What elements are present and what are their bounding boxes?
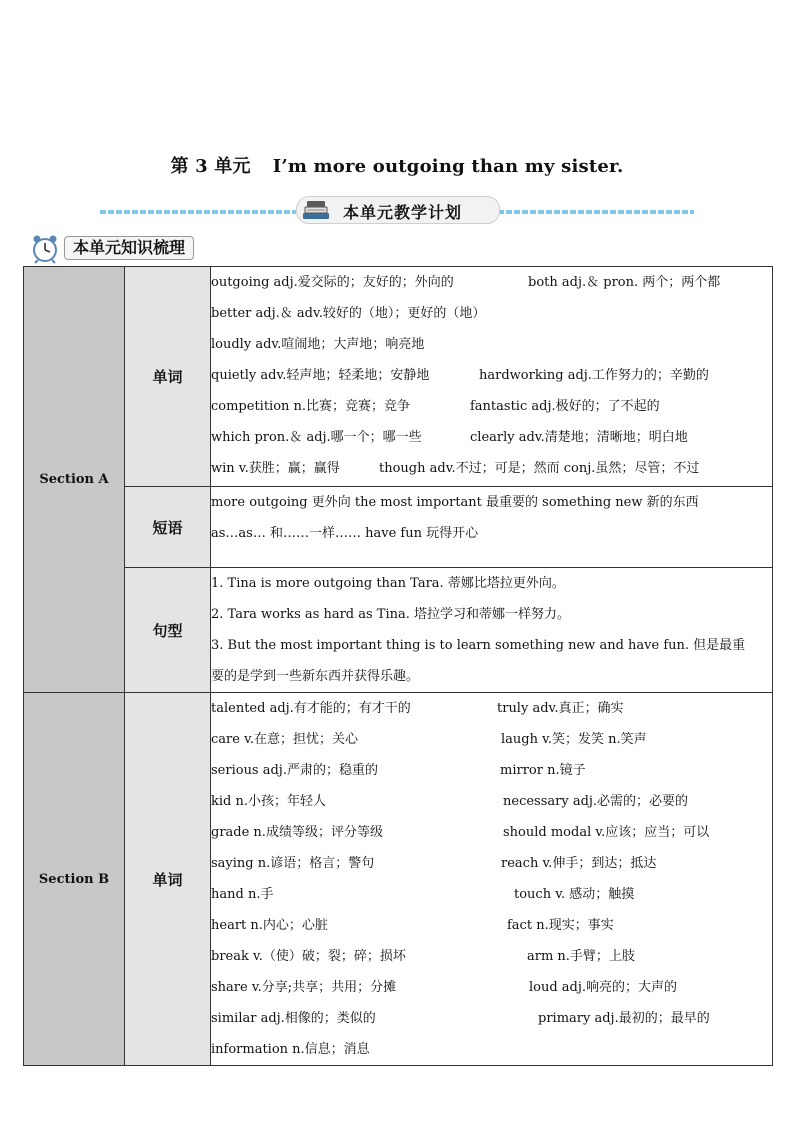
vocab-entry: clearly adv.清楚地；清晰地；明白地 <box>470 430 688 445</box>
vocab-entry: heart n.内心；心脏 <box>211 918 328 933</box>
teaching-plan-banner <box>100 192 694 224</box>
table-row <box>24 487 773 568</box>
vocab-line <box>211 693 772 724</box>
vocab-entry: primary adj.最初的；最早的 <box>538 1011 710 1026</box>
vocab-entry: laugh v.笑；发笑 n.笑声 <box>501 732 647 747</box>
vocab-entry: share v.分享;共享；共用；分摊 <box>211 980 397 995</box>
phrase-line: more outgoing 更外向 the most important 最重要的 something new 新的东西 <box>211 495 699 510</box>
vocab-line <box>211 848 772 879</box>
sentence-line: 1. Tina is more outgoing than Tara. 蒂娜比塔拉更外向。 <box>211 576 565 591</box>
vocab-entry: hand n.手 <box>211 887 274 902</box>
vocab-line <box>211 910 772 941</box>
vocab-entry: which pron.＆ adj.哪一个；哪一些 <box>211 430 422 445</box>
section-a-phrases-content <box>211 487 773 568</box>
vocab-entry: similar adj.相像的；类似的 <box>211 1011 376 1026</box>
vocab-line <box>211 1003 772 1034</box>
sentence-line: 要的是学到一些新东西并获得乐趣。 <box>211 669 420 684</box>
clock-icon <box>28 232 62 264</box>
banner-tag <box>296 196 500 224</box>
vocab-entry: fact n.现实；事实 <box>507 918 614 933</box>
vocab-line <box>211 941 772 972</box>
section-a-phrases-label: 短语 <box>125 487 211 568</box>
vocab-entry: touch v. 感动；触摸 <box>514 887 635 902</box>
vocab-line <box>211 422 772 453</box>
vocab-entry: information n.信息；消息 <box>211 1042 370 1057</box>
vocab-line <box>211 817 772 848</box>
vocab-line <box>211 786 772 817</box>
vocab-entry: mirror n.镜子 <box>500 763 586 778</box>
vocab-line <box>211 972 772 1003</box>
section-b-vocab-content <box>211 693 773 1066</box>
vocab-entry: better adj.＆ adv.较好的（地）；更好的（地） <box>211 306 486 321</box>
table-row <box>24 568 773 693</box>
page-title <box>0 152 794 178</box>
vocab-line <box>211 298 772 329</box>
vocab-entry: fantastic adj.极好的；了不起的 <box>470 399 660 414</box>
vocab-line <box>211 453 772 484</box>
vocab-entry: hardworking adj.工作努力的；辛勤的 <box>479 368 709 383</box>
section-tag-label: 本单元知识梳理 <box>64 236 194 260</box>
banner-line-left <box>100 210 296 214</box>
vocab-entry: serious adj.严肃的；稳重的 <box>211 763 378 778</box>
vocab-entry: outgoing adj.爱交际的；友好的；外向的 <box>211 275 454 290</box>
vocab-entry: quietly adv.轻声地；轻柔地；安静地 <box>211 368 430 383</box>
vocab-entry: necessary adj.必需的；必要的 <box>503 794 689 809</box>
table-row <box>24 267 773 487</box>
book-stack-icon <box>301 199 331 221</box>
section-a-vocab-label: 单词 <box>125 267 211 487</box>
section-b-label: Section B <box>24 693 125 1066</box>
knowledge-table <box>23 266 773 1066</box>
section-a-sentences-content <box>211 568 773 693</box>
sentence-line: 3. But the most important thing is to learn something new and have fun. 但是最重 <box>211 638 746 653</box>
vocab-entry: competition n.比赛；竞赛；竞争 <box>211 399 411 414</box>
vocab-line <box>211 329 772 360</box>
vocab-entry: care v.在意；担忧；关心 <box>211 732 359 747</box>
vocab-entry: though adv.不过；可是；然而 conj.虽然；尽管；不过 <box>379 461 700 476</box>
table-row <box>24 693 773 1066</box>
vocab-entry: loud adj.响亮的；大声的 <box>529 980 678 995</box>
unit-title: I’m more outgoing than my sister. <box>272 156 624 177</box>
vocab-line <box>211 360 772 391</box>
sentence-line: 2. Tara works as hard as Tina. 塔拉学习和蒂娜一样努力。 <box>211 607 571 622</box>
vocab-line <box>211 724 772 755</box>
vocab-entry: truly adv.真正；确实 <box>497 701 624 716</box>
vocab-entry: arm n.手臂；上肢 <box>527 949 635 964</box>
vocab-entry: should modal v.应该；应当；可以 <box>503 825 710 840</box>
vocab-entry: win v.获胜；赢；赢得 <box>211 461 340 476</box>
vocab-line <box>211 755 772 786</box>
vocab-entry: kid n.小孩；年轻人 <box>211 794 326 809</box>
vocab-line <box>211 879 772 910</box>
section-a-sentences-label: 句型 <box>125 568 211 693</box>
section-a-label: Section A <box>24 267 125 693</box>
phrase-line: as…as… 和……一样…… have fun 玩得开心 <box>211 526 479 541</box>
vocab-entry: grade n.成绩等级；评分等级 <box>211 825 383 840</box>
vocab-entry: loudly adv.喧闹地；大声地；响亮地 <box>211 337 425 352</box>
vocab-entry: talented adj.有才能的；有才干的 <box>211 701 411 716</box>
vocab-entry: saying n.谚语；格言；警句 <box>211 856 375 871</box>
section-b-vocab-label: 单词 <box>125 693 211 1066</box>
vocab-entry: both adj.＆ pron. 两个；两个都 <box>528 275 721 290</box>
vocab-entry: reach v.伸手；到达；抵达 <box>501 856 657 871</box>
vocab-entry: break v.（使）破；裂；碎；损坏 <box>211 949 406 964</box>
vocab-line <box>211 267 772 298</box>
section-a-vocab-content <box>211 267 773 487</box>
vocab-line <box>211 1034 772 1065</box>
banner-label: 本单元教学计划 <box>343 203 463 222</box>
banner-line-right <box>498 210 694 214</box>
vocab-line <box>211 391 772 422</box>
unit-label: 第 3 单元 <box>170 156 251 177</box>
